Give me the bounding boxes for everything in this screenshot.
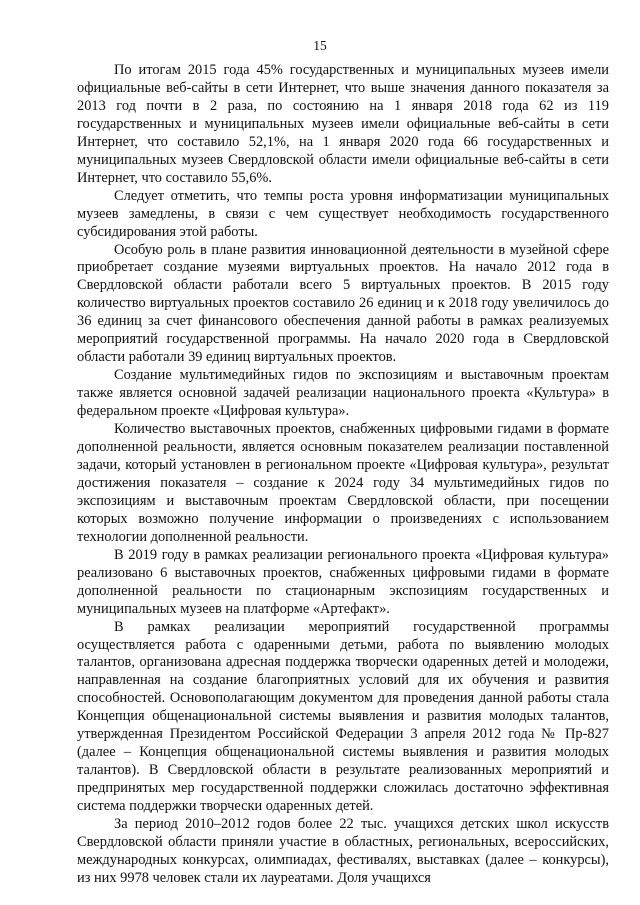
- document-body: [77, 62, 609, 888]
- paragraph-gifted-children: В рамках реализации мероприятий государственной программы осуществляется работа с одаренными детьми, работа по выявлению молодых талантов, организована адресная поддержка творчески одаренных детей и молодежи, направленная на создание благоприятных условий для их обучения и развития способностей. Основополагающим документом для проведения данной работы стала Концепция общенациональной системы выявления и развития молодых талантов, утвержденная Президентом Российской Федерации 3 апреля 2012 года № Пр-827 (далее – Концепция общенациональной системы выявления и развития молодых талантов). В Свердловской области в результате реализованных мероприятий и предпринятых мер государственной поддержки сложилась достаточно эффективная система поддержки творчески одаренных детей.: [77, 618, 609, 815]
- paragraph-multimedia-guides: Создание мультимедийных гидов по экспозициям и выставочным проектам также является основной задачей реализации национального проекта «Культура» в федеральном проекте «Цифровая культура».: [77, 367, 609, 420]
- page-number: 15: [313, 38, 327, 53]
- paragraph-informatization-pace: Следует отметить, что темпы роста уровня информатизации муниципальных музеев замедлены, в связи с чем существует необходимость государственного субсидирования этой работы.: [77, 187, 609, 240]
- paragraph-virtual-projects: Особую роль в плане развития инновационной деятельности в музейной сфере приобретает создание музеями виртуальных проектов. На начало 2012 года в Свердловской области работали всего 5 виртуальных проектов. В 2015 году количество виртуальных проектов составило 26 единиц и к 2018 году увеличилось до 36 единиц за счет финансового обеспечения данной работы в рамках реализуемых мероприятий государственной программы. На начало 2020 года в Свердловской области работали 39 единиц виртуальных проектов.: [77, 241, 609, 366]
- paragraph-exhibition-projects-indicator: Количество выставочных проектов, снабженных цифровыми гидами в формате дополненной реальности, является основным показателем реализации поставленной задачи, который установлен в региональном проекте «Цифровая культура», результат достижения показателя – создание к 2024 году 34 мультимедийных гидов по экспозициям и выставочным проектам Свердловской области, при посещении которых возможно получение информации о произведениях с использованием технологии дополненной реальности.: [77, 421, 609, 545]
- paragraph-2019-digital-culture: В 2019 году в рамках реализации регионального проекта «Цифровая культура» реализовано 6 выставочных проектов, снабженных цифровыми гидами в формате дополненной реальности по стационарным экспозициям государственных и муниципальных музеев на платформе «Артефакт».: [77, 546, 609, 617]
- paragraph-contests-2010-2012: За период 2010–2012 годов более 22 тыс. учащихся детских школ искусств Свердловской области приняли участие в областных, региональных, всероссийских, международных конкурсах, олимпиадах, фестивалях, выставках (далее – конкурсы), из них 9978 человек стали их лауреатами. Доля учащихся: [77, 816, 609, 886]
- paragraph-museum-websites: По итогам 2015 года 45% государственных и муниципальных музеев имели официальные веб-сайты в сети Интернет, что выше значения данного показателя за 2013 год почти в 2 раза, по состоянию на 1 января 2018 года 62 из 119 государственных и муниципальных музеев имели официальные веб-сайты в сети Интернет, что составило 52,1%, на 1 января 2020 года 66 государственных и муниципальных музеев Свердловской области имели официальные веб-сайты в сети Интернет, что составило 55,6%.: [77, 62, 609, 186]
